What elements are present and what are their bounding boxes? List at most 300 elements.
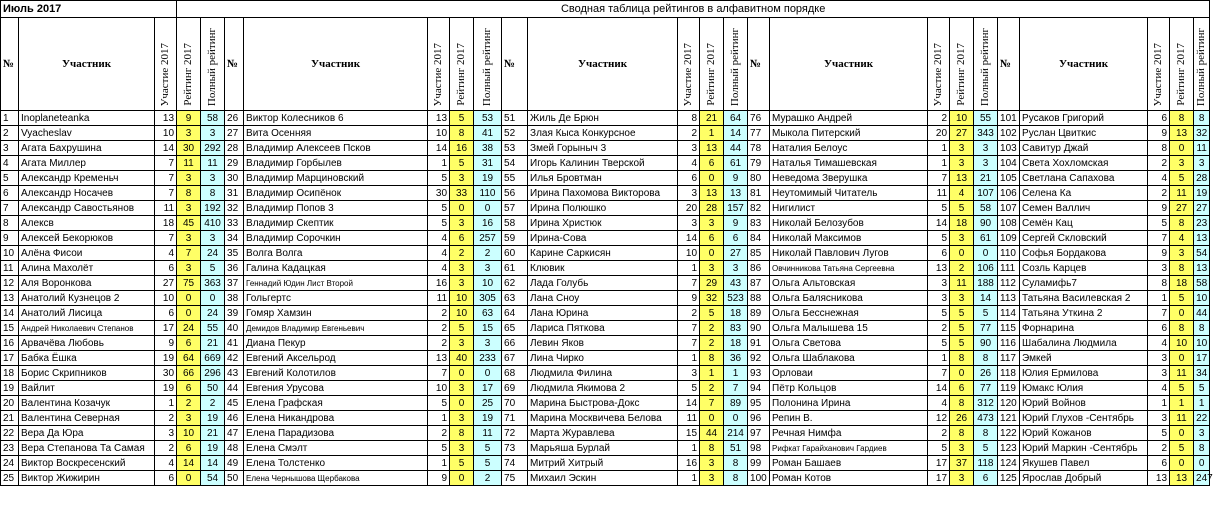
rating-2017: 0 bbox=[950, 246, 974, 261]
participant-name: Русаков Григорий bbox=[1020, 111, 1148, 126]
participation-count: 13 bbox=[1148, 471, 1170, 486]
full-rating: 312 bbox=[974, 396, 998, 411]
column-header-full-rating bbox=[974, 18, 998, 111]
entry-number: 63 bbox=[502, 291, 528, 306]
participation-count: 30 bbox=[428, 186, 450, 201]
rating-2017: 4 bbox=[950, 186, 974, 201]
full-rating: 55 bbox=[201, 321, 225, 336]
full-rating: 7 bbox=[724, 381, 748, 396]
entry-number: 108 bbox=[998, 216, 1020, 231]
full-rating: 3 bbox=[474, 336, 502, 351]
full-rating: 8 bbox=[974, 351, 998, 366]
entry-number: 66 bbox=[502, 336, 528, 351]
participation-count: 3 bbox=[678, 216, 700, 231]
full-rating: 110 bbox=[474, 186, 502, 201]
rating-2017: 3 bbox=[950, 141, 974, 156]
rating-2017: 3 bbox=[700, 216, 724, 231]
participation-count: 4 bbox=[428, 231, 450, 246]
entry-number: 59 bbox=[502, 231, 528, 246]
participation-count: 4 bbox=[1148, 381, 1170, 396]
column-header-full-rating-text: Полный рейтинг bbox=[206, 27, 219, 106]
participation-count: 4 bbox=[928, 396, 950, 411]
rating-2017: 10 bbox=[450, 291, 474, 306]
full-rating: 14 bbox=[724, 126, 748, 141]
rating-2017: 40 bbox=[450, 351, 474, 366]
full-rating: 5 bbox=[1194, 381, 1210, 396]
participant-name: Карине Саркисян bbox=[528, 246, 678, 261]
participant-name: Света Хохломская bbox=[1020, 156, 1148, 171]
full-rating: 5 bbox=[201, 261, 225, 276]
entry-number: 107 bbox=[998, 201, 1020, 216]
participant-name: Волга Волга bbox=[244, 246, 428, 261]
rating-2017: 0 bbox=[1170, 141, 1194, 156]
participation-count: 14 bbox=[928, 381, 950, 396]
participant-name: Вера Степанова Та Самая bbox=[19, 441, 155, 456]
participant-name: Алексв bbox=[19, 216, 155, 231]
entry-number: 119 bbox=[998, 381, 1020, 396]
entry-number: 91 bbox=[748, 336, 770, 351]
participation-count: 2 bbox=[928, 111, 950, 126]
entry-number: 19 bbox=[1, 381, 19, 396]
participation-count: 4 bbox=[1148, 171, 1170, 186]
participation-count: 7 bbox=[428, 366, 450, 381]
participant-name: Шабалина Людмила bbox=[1020, 336, 1148, 351]
participation-count: 3 bbox=[1148, 411, 1170, 426]
participation-count: 4 bbox=[428, 261, 450, 276]
full-rating: 77 bbox=[974, 381, 998, 396]
participation-count: 2 bbox=[678, 126, 700, 141]
rating-2017: 5 bbox=[950, 321, 974, 336]
rating-2017: 9 bbox=[177, 111, 201, 126]
participation-count: 5 bbox=[428, 396, 450, 411]
participation-count: 5 bbox=[1148, 426, 1170, 441]
participant-name: Евгения Урусова bbox=[244, 381, 428, 396]
participation-count: 2 bbox=[428, 306, 450, 321]
participant-name: Селена Ка bbox=[1020, 186, 1148, 201]
column-header-rating-text: Рейтинг 2017 bbox=[455, 43, 468, 106]
participant-name: Юлия Ермилова bbox=[1020, 366, 1148, 381]
rating-2017: 1 bbox=[1170, 396, 1194, 411]
rating-2017: 8 bbox=[1170, 261, 1194, 276]
rating-2017: 8 bbox=[1170, 321, 1194, 336]
full-rating: 61 bbox=[974, 231, 998, 246]
column-header-rating bbox=[177, 18, 201, 111]
entry-number: 44 bbox=[225, 381, 244, 396]
entry-number: 34 bbox=[225, 231, 244, 246]
participant-name: Семен Валлич bbox=[1020, 201, 1148, 216]
full-rating: 3 bbox=[1194, 426, 1210, 441]
full-rating: 54 bbox=[1194, 246, 1210, 261]
participant-name: Созль Карцев bbox=[1020, 261, 1148, 276]
participant-name: Ольга Светова bbox=[770, 336, 928, 351]
entry-number: 20 bbox=[1, 396, 19, 411]
entry-number: 26 bbox=[225, 111, 244, 126]
entry-number: 32 bbox=[225, 201, 244, 216]
full-rating: 343 bbox=[974, 126, 998, 141]
rating-2017: 0 bbox=[450, 366, 474, 381]
rating-2017: 13 bbox=[1170, 471, 1194, 486]
full-rating: 0 bbox=[1194, 456, 1210, 471]
full-rating: 0 bbox=[474, 366, 502, 381]
rating-2017: 8 bbox=[950, 396, 974, 411]
participant-name: Лана Юрина bbox=[528, 306, 678, 321]
entry-number: 45 bbox=[225, 396, 244, 411]
participant-name: Виктор Воскресенский bbox=[19, 456, 155, 471]
column-header-rating-text: Рейтинг 2017 bbox=[1175, 43, 1188, 106]
entry-number: 22 bbox=[1, 426, 19, 441]
participant-name: Николай Павлович Лугов bbox=[770, 246, 928, 261]
rating-2017: 8 bbox=[1170, 216, 1194, 231]
entry-number: 113 bbox=[998, 291, 1020, 306]
full-rating: 2 bbox=[201, 396, 225, 411]
participation-count: 4 bbox=[678, 156, 700, 171]
rating-2017: 3 bbox=[1170, 246, 1194, 261]
participation-count: 13 bbox=[428, 111, 450, 126]
participant-name: Юрий Маркин -Сентябрь bbox=[1020, 441, 1148, 456]
rating-2017: 10 bbox=[950, 111, 974, 126]
full-rating: 28 bbox=[1194, 171, 1210, 186]
full-rating: 8 bbox=[1194, 441, 1210, 456]
participation-count: 20 bbox=[928, 126, 950, 141]
participant-name: Елена Чернышова Щербакова bbox=[244, 471, 428, 486]
rating-2017: 0 bbox=[700, 411, 724, 426]
participation-count: 2 bbox=[1148, 156, 1170, 171]
participation-count: 1 bbox=[428, 411, 450, 426]
full-rating: 157 bbox=[724, 201, 748, 216]
rating-2017: 13 bbox=[700, 141, 724, 156]
rating-2017: 3 bbox=[950, 231, 974, 246]
participation-count: 1 bbox=[928, 141, 950, 156]
participant-name: Эмкей bbox=[1020, 351, 1148, 366]
full-rating: 23 bbox=[1194, 216, 1210, 231]
full-rating: 0 bbox=[201, 291, 225, 306]
column-header-full-rating bbox=[724, 18, 748, 111]
full-rating: 19 bbox=[474, 171, 502, 186]
participation-count: 9 bbox=[678, 291, 700, 306]
full-rating: 24 bbox=[201, 306, 225, 321]
table-row bbox=[1, 381, 1210, 396]
participation-count: 7 bbox=[678, 276, 700, 291]
entry-number: 61 bbox=[502, 261, 528, 276]
full-rating: 292 bbox=[201, 141, 225, 156]
participant-name: Марина Быстрова-Докс bbox=[528, 396, 678, 411]
column-header-participation bbox=[155, 18, 177, 111]
entry-number: 50 bbox=[225, 471, 244, 486]
rating-2017: 75 bbox=[177, 276, 201, 291]
participation-count: 13 bbox=[155, 111, 177, 126]
participation-count: 14 bbox=[428, 141, 450, 156]
participant-name: Виктор Колесников 6 bbox=[244, 111, 428, 126]
rating-2017: 45 bbox=[177, 216, 201, 231]
entry-number: 29 bbox=[225, 156, 244, 171]
table-row bbox=[1, 336, 1210, 351]
participation-count: 7 bbox=[155, 156, 177, 171]
participation-count: 5 bbox=[928, 336, 950, 351]
participation-count: 4 bbox=[428, 246, 450, 261]
participant-name: Ольга Малышева 15 bbox=[770, 321, 928, 336]
participation-count: 1 bbox=[1148, 291, 1170, 306]
table-row bbox=[1, 351, 1210, 366]
participant-name: Юрий Кожанов bbox=[1020, 426, 1148, 441]
full-rating: 5 bbox=[474, 441, 502, 456]
participation-count: 5 bbox=[928, 441, 950, 456]
participation-count: 5 bbox=[428, 201, 450, 216]
participation-count: 2 bbox=[428, 426, 450, 441]
column-header-participation bbox=[1148, 18, 1170, 111]
participant-name: Ярослав Добрый bbox=[1020, 471, 1148, 486]
rating-2017: 6 bbox=[177, 336, 201, 351]
participant-name: Елена Толстенко bbox=[244, 456, 428, 471]
participation-count: 16 bbox=[428, 276, 450, 291]
participant-name: Vyacheslav bbox=[19, 126, 155, 141]
participant-name: Сергей Скловский bbox=[1020, 231, 1148, 246]
full-rating: 31 bbox=[474, 156, 502, 171]
column-header-rating-text: Рейтинг 2017 bbox=[182, 43, 195, 106]
table-title: Сводная таблица рейтингов в алфавитном порядке bbox=[177, 1, 1210, 18]
participation-count: 11 bbox=[428, 291, 450, 306]
rating-2017: 2 bbox=[177, 396, 201, 411]
rating-2017: 13 bbox=[950, 171, 974, 186]
full-rating: 3 bbox=[974, 156, 998, 171]
rating-2017: 2 bbox=[700, 381, 724, 396]
participation-count: 3 bbox=[155, 426, 177, 441]
rating-2017: 6 bbox=[700, 156, 724, 171]
participation-count: 14 bbox=[678, 396, 700, 411]
participant-name: Алина Махолёт bbox=[19, 261, 155, 276]
full-rating: 107 bbox=[974, 186, 998, 201]
rating-2017: 1 bbox=[700, 366, 724, 381]
table-row bbox=[1, 111, 1210, 126]
participation-count: 1 bbox=[428, 156, 450, 171]
entry-number: 57 bbox=[502, 201, 528, 216]
participant-name: Владимир Сорочкин bbox=[244, 231, 428, 246]
full-rating: 50 bbox=[201, 381, 225, 396]
entry-number: 82 bbox=[748, 201, 770, 216]
table-row bbox=[1, 306, 1210, 321]
participant-name: Марина Москвичева Белова bbox=[528, 411, 678, 426]
participation-count: 2 bbox=[928, 321, 950, 336]
rating-2017: 5 bbox=[1170, 291, 1194, 306]
participation-count: 3 bbox=[1148, 351, 1170, 366]
participation-count: 9 bbox=[1148, 126, 1170, 141]
entry-number: 93 bbox=[748, 366, 770, 381]
rating-2017: 7 bbox=[700, 396, 724, 411]
participant-name: Людмила Якимова 2 bbox=[528, 381, 678, 396]
participant-name: Агата Бахрушина bbox=[19, 141, 155, 156]
full-rating: 19 bbox=[474, 411, 502, 426]
entry-number: 5 bbox=[1, 171, 19, 186]
rating-2017: 3 bbox=[950, 291, 974, 306]
full-rating: 19 bbox=[201, 441, 225, 456]
entry-number: 62 bbox=[502, 276, 528, 291]
entry-number: 7 bbox=[1, 201, 19, 216]
full-rating: 3 bbox=[1194, 156, 1210, 171]
entry-number: 12 bbox=[1, 276, 19, 291]
rating-2017: 11 bbox=[950, 276, 974, 291]
participant-name: Демидов Владимир Евгеньевич bbox=[244, 321, 428, 336]
entry-number: 96 bbox=[748, 411, 770, 426]
participation-count: 17 bbox=[155, 321, 177, 336]
participation-count: 7 bbox=[1148, 231, 1170, 246]
rating-2017: 2 bbox=[450, 246, 474, 261]
full-rating: 9 bbox=[724, 171, 748, 186]
participant-name: Владимир Марциновский bbox=[244, 171, 428, 186]
rating-2017: 29 bbox=[700, 276, 724, 291]
entry-number: 87 bbox=[748, 276, 770, 291]
month-label: Июль 2017 bbox=[1, 1, 177, 18]
full-rating: 5 bbox=[474, 456, 502, 471]
full-rating: 36 bbox=[724, 351, 748, 366]
rating-2017: 2 bbox=[700, 321, 724, 336]
rating-2017: 3 bbox=[700, 456, 724, 471]
full-rating: 3 bbox=[201, 126, 225, 141]
participant-name: Евгений Аксельрод bbox=[244, 351, 428, 366]
table-row bbox=[1, 246, 1210, 261]
rating-2017: 0 bbox=[177, 291, 201, 306]
column-header-rating bbox=[700, 18, 724, 111]
rating-2017: 0 bbox=[700, 246, 724, 261]
full-rating: 24 bbox=[201, 246, 225, 261]
entry-number: 21 bbox=[1, 411, 19, 426]
rating-2017: 3 bbox=[1170, 156, 1194, 171]
participation-count: 8 bbox=[678, 111, 700, 126]
participation-count: 7 bbox=[928, 366, 950, 381]
full-rating: 22 bbox=[1194, 411, 1210, 426]
participant-name: Игорь Калинин Тверской bbox=[528, 156, 678, 171]
participant-name: Левин Яков bbox=[528, 336, 678, 351]
column-header-full-rating bbox=[1194, 18, 1210, 111]
full-rating: 16 bbox=[474, 216, 502, 231]
full-rating: 8 bbox=[201, 186, 225, 201]
participant-name: Репин В. bbox=[770, 411, 928, 426]
participation-count: 1 bbox=[928, 351, 950, 366]
participation-count: 2 bbox=[678, 306, 700, 321]
participant-name: Жиль Де Брюн bbox=[528, 111, 678, 126]
rating-2017: 3 bbox=[450, 441, 474, 456]
table-row bbox=[1, 441, 1210, 456]
column-header-participation-text: Участие 2017 bbox=[432, 42, 445, 106]
rating-2017: 6 bbox=[700, 231, 724, 246]
full-rating: 8 bbox=[1194, 111, 1210, 126]
participant-name: Владимир Попов 3 bbox=[244, 201, 428, 216]
entry-number: 47 bbox=[225, 426, 244, 441]
entry-number: 81 bbox=[748, 186, 770, 201]
entry-number: 37 bbox=[225, 276, 244, 291]
full-rating: 11 bbox=[1194, 141, 1210, 156]
participation-count: 7 bbox=[678, 321, 700, 336]
rating-2017: 8 bbox=[1170, 111, 1194, 126]
entry-number: 83 bbox=[748, 216, 770, 231]
column-header-full-rating-text: Полный рейтинг bbox=[481, 27, 494, 106]
participation-count: 2 bbox=[155, 411, 177, 426]
participant-name: Руслан Цвиткис bbox=[1020, 126, 1148, 141]
rating-2017: 3 bbox=[450, 216, 474, 231]
rating-2017: 27 bbox=[950, 126, 974, 141]
participation-count: 5 bbox=[1148, 216, 1170, 231]
participant-name: Неведома Зверушка bbox=[770, 171, 928, 186]
full-rating: 305 bbox=[474, 291, 502, 306]
entry-number: 52 bbox=[502, 126, 528, 141]
full-rating: 118 bbox=[974, 456, 998, 471]
participation-count: 1 bbox=[678, 351, 700, 366]
rating-2017: 16 bbox=[450, 141, 474, 156]
participation-count: 6 bbox=[1148, 111, 1170, 126]
entry-number: 76 bbox=[748, 111, 770, 126]
participant-name: Гомяр Хамзин bbox=[244, 306, 428, 321]
entry-number: 10 bbox=[1, 246, 19, 261]
participant-name: Змей Горыныч 3 bbox=[528, 141, 678, 156]
participant-name: Якушев Павел bbox=[1020, 456, 1148, 471]
full-rating: 473 bbox=[974, 411, 998, 426]
participation-count: 16 bbox=[678, 456, 700, 471]
full-rating: 44 bbox=[724, 141, 748, 156]
entry-number: 72 bbox=[502, 426, 528, 441]
participant-name: Юмакс Юлия bbox=[1020, 381, 1148, 396]
entry-number: 3 bbox=[1, 141, 19, 156]
full-rating: 9 bbox=[724, 216, 748, 231]
entry-number: 25 bbox=[1, 471, 19, 486]
full-rating: 11 bbox=[474, 426, 502, 441]
participation-count: 8 bbox=[1148, 141, 1170, 156]
rating-2017: 3 bbox=[177, 231, 201, 246]
full-rating: 5 bbox=[974, 306, 998, 321]
full-rating: 21 bbox=[201, 426, 225, 441]
full-rating: 8 bbox=[974, 426, 998, 441]
participation-count: 19 bbox=[155, 351, 177, 366]
rating-2017: 7 bbox=[177, 246, 201, 261]
full-rating: 17 bbox=[474, 381, 502, 396]
participation-count: 30 bbox=[155, 366, 177, 381]
full-rating: 64 bbox=[724, 111, 748, 126]
table-row bbox=[1, 396, 1210, 411]
entry-number: 90 bbox=[748, 321, 770, 336]
full-rating: 410 bbox=[201, 216, 225, 231]
rating-2017: 0 bbox=[450, 396, 474, 411]
participation-count: 9 bbox=[428, 471, 450, 486]
participant-name: Александр Кременьч bbox=[19, 171, 155, 186]
rating-2017: 4 bbox=[1170, 231, 1194, 246]
participant-name: Илья Бровтман bbox=[528, 171, 678, 186]
rating-2017: 66 bbox=[177, 366, 201, 381]
full-rating: 3 bbox=[201, 171, 225, 186]
full-rating: 3 bbox=[201, 231, 225, 246]
rating-2017: 14 bbox=[177, 456, 201, 471]
participation-count: 7 bbox=[155, 231, 177, 246]
participation-count: 5 bbox=[928, 201, 950, 216]
rating-2017: 11 bbox=[177, 156, 201, 171]
participant-name: Светлана Сапахова bbox=[1020, 171, 1148, 186]
full-rating: 58 bbox=[974, 201, 998, 216]
participation-count: 7 bbox=[155, 171, 177, 186]
full-rating: 1 bbox=[1194, 396, 1210, 411]
participation-count: 3 bbox=[928, 276, 950, 291]
full-rating: 53 bbox=[474, 111, 502, 126]
entry-number: 67 bbox=[502, 351, 528, 366]
full-rating: 0 bbox=[724, 411, 748, 426]
rating-2017: 3 bbox=[950, 471, 974, 486]
rating-2017: 0 bbox=[450, 471, 474, 486]
entry-number: 115 bbox=[998, 321, 1020, 336]
rating-2017: 3 bbox=[950, 156, 974, 171]
table-row bbox=[1, 171, 1210, 186]
rating-2017: 18 bbox=[950, 216, 974, 231]
table-row bbox=[1, 276, 1210, 291]
rating-2017: 5 bbox=[450, 456, 474, 471]
entry-number: 48 bbox=[225, 441, 244, 456]
rating-2017: 44 bbox=[700, 426, 724, 441]
participant-name: Лина Чирко bbox=[528, 351, 678, 366]
full-rating: 17 bbox=[1194, 351, 1210, 366]
